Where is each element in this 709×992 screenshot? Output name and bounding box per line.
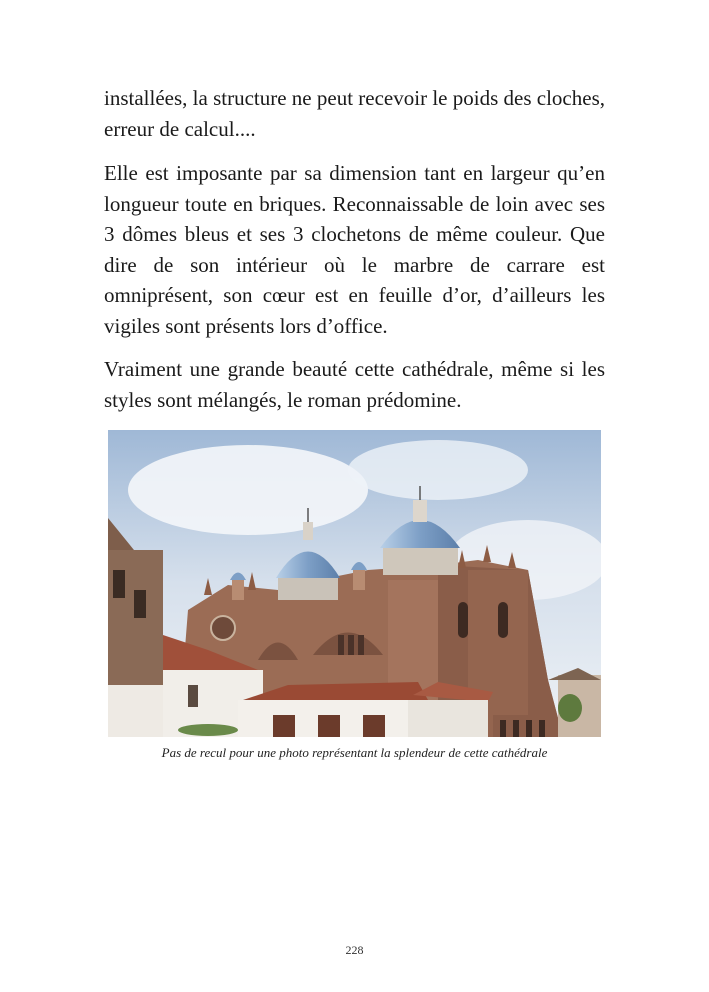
- figure-caption: Pas de recul pour une photo représentant la splendeur de cette cathédrale: [161, 745, 548, 760]
- body-paragraph-3: Vraiment une grande beauté cette cathédrale, même si les styles sont mélangés, le roman prédomine.: [104, 357, 605, 412]
- body-paragraph-2: Elle est imposante par sa dimension tant en largeur qu’en longueur toute en briques. Reconnaissable de loin avec ses 3 dômes bleus et ses 3 clochetons de même couleur. Que dire de son intérieur où le marbre de carrare est omniprésent, son cœur est en feuille d’or, d’ailleurs les vigiles sont présents lors d’office.: [104, 161, 605, 338]
- cathedral-photo: [108, 430, 601, 737]
- page-number: 228: [345, 943, 364, 957]
- body-paragraph-1: installées, la structure ne peut recevoir le poids des cloches, erreur de calcul....: [104, 86, 605, 141]
